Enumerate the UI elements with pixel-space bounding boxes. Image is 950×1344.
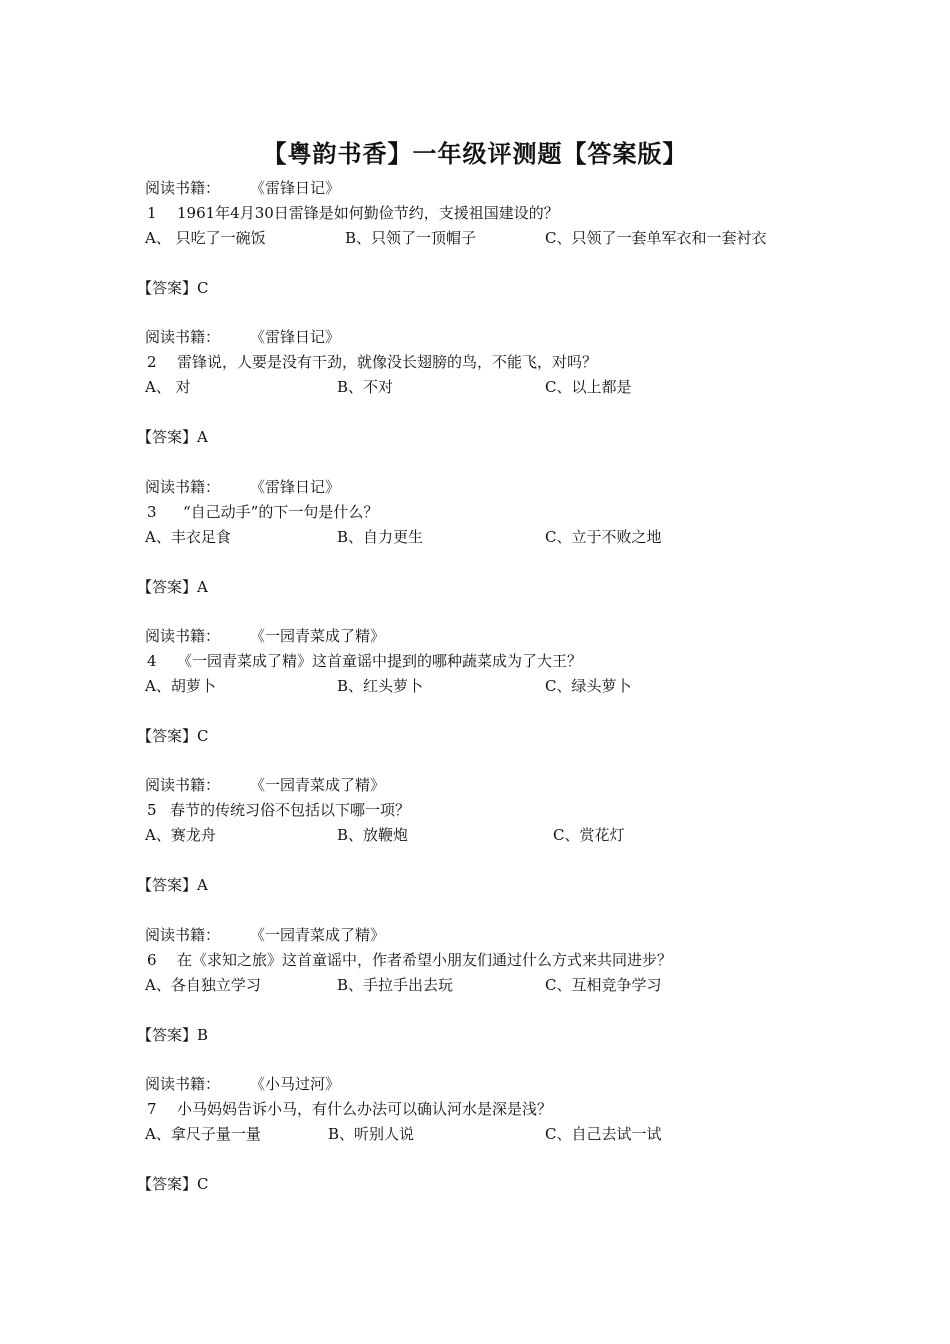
book-name: 《一园青菜成了精》 xyxy=(250,776,386,794)
answer: 【答案】C xyxy=(137,279,209,297)
option-c: C、自己去试一试 xyxy=(545,1125,662,1143)
book-name: 《雷锋日记》 xyxy=(250,179,341,197)
question-text: “自己动手”的下一句是什么？ xyxy=(183,503,379,521)
option-b: B、放鞭炮 xyxy=(337,826,409,844)
answer: 【答案】C xyxy=(137,1175,209,1193)
option-b: B、红头萝卜 xyxy=(337,677,424,695)
question-number: 7 xyxy=(147,1100,157,1118)
option-b: B、听别人说 xyxy=(328,1125,415,1143)
option-a: A、各自独立学习 xyxy=(145,976,261,994)
question-text: 雷锋说，人要是没有干劲，就像没长翅膀的鸟，不能飞，对吗？ xyxy=(177,353,598,371)
book-label: 阅读书籍： xyxy=(145,328,221,346)
book-name: 《一园青菜成了精》 xyxy=(250,627,386,645)
question-text: 小马妈妈告诉小马，有什么办法可以确认河水是深是浅？ xyxy=(177,1100,553,1118)
question-number: 3 xyxy=(147,503,157,521)
question-number: 6 xyxy=(147,951,157,969)
answer: 【答案】A xyxy=(137,428,208,446)
book-name: 《雷锋日记》 xyxy=(250,328,341,346)
answer: 【答案】A xyxy=(137,876,208,894)
question-text: 在《求知之旅》这首童谣中，作者希望小朋友们通过什么方式来共同进步？ xyxy=(177,951,673,969)
option-a: A、胡萝卜 xyxy=(145,677,216,695)
book-label: 阅读书籍： xyxy=(145,478,221,496)
option-b: B、只领了一顶帽子 xyxy=(345,229,477,247)
option-c: C、只领了一套单军衣和一套衬衣 xyxy=(545,229,767,247)
answer: 【答案】B xyxy=(137,1026,209,1044)
page-title: 【粤韵书香】一年级评测题【答案版】 xyxy=(262,140,688,168)
option-b: B、自力更生 xyxy=(337,528,424,546)
option-a: A、赛龙舟 xyxy=(145,826,216,844)
book-name: 《一园青菜成了精》 xyxy=(250,926,386,944)
book-label: 阅读书籍： xyxy=(145,776,221,794)
option-c: C、赏花灯 xyxy=(553,826,625,844)
answer: 【答案】C xyxy=(137,727,209,745)
question-text: 《一园青菜成了精》这首童谣中提到的哪种蔬菜成为了大王？ xyxy=(177,652,583,670)
answer: 【答案】A xyxy=(137,578,208,596)
book-label: 阅读书籍： xyxy=(145,1075,221,1093)
option-c: C、绿头萝卜 xyxy=(545,677,632,695)
question-text: 春节的传统习俗不包括以下哪一项？ xyxy=(170,801,411,819)
question-number: 5 xyxy=(147,801,157,819)
option-b: B、手拉手出去玩 xyxy=(337,976,454,994)
option-c: C、以上都是 xyxy=(545,378,632,396)
book-name: 《小马过河》 xyxy=(250,1075,341,1093)
book-label: 阅读书籍： xyxy=(145,179,221,197)
book-name: 《雷锋日记》 xyxy=(250,478,341,496)
question-text: 1961年4月30日雷锋是如何勤俭节约，支援祖国建设的？ xyxy=(177,204,559,222)
option-a: A、 对 xyxy=(145,378,191,396)
option-a: A、丰衣足食 xyxy=(145,528,231,546)
option-a: A、拿尺子量一量 xyxy=(145,1125,261,1143)
question-number: 1 xyxy=(147,204,157,222)
option-c: C、互相竞争学习 xyxy=(545,976,662,994)
book-label: 阅读书籍： xyxy=(145,627,221,645)
question-number: 4 xyxy=(147,652,157,670)
option-b: B、不对 xyxy=(337,378,394,396)
option-c: C、立于不败之地 xyxy=(545,528,662,546)
book-label: 阅读书籍： xyxy=(145,926,221,944)
option-a: A、 只吃了一碗饭 xyxy=(145,229,266,247)
question-number: 2 xyxy=(147,353,157,371)
